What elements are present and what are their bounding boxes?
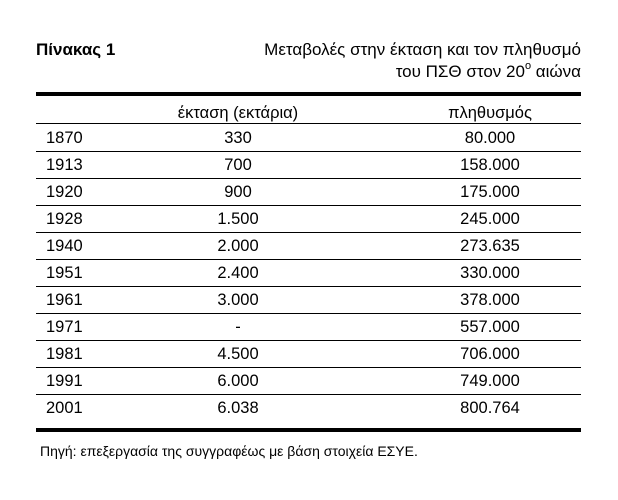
table-row — [36, 153, 581, 178]
table-bottom-rule — [36, 428, 581, 432]
population-cell: 378.000 — [460, 291, 520, 309]
area-cell: 4.500 — [217, 345, 259, 363]
row-divider — [36, 367, 581, 368]
year-cell: 1991 — [46, 372, 83, 390]
table-title-block — [36, 39, 581, 91]
column-header-population: πληθυσμός — [448, 104, 532, 122]
column-header-area: έκταση (εκτάρια) — [177, 104, 299, 122]
table-row — [36, 369, 581, 394]
table-top-rule — [36, 92, 581, 96]
table-row — [36, 396, 581, 421]
area-cell: 700 — [224, 156, 252, 174]
area-cell: 330 — [224, 129, 252, 147]
table-row — [36, 261, 581, 286]
year-cell: 1928 — [46, 210, 83, 228]
population-cell: 800.764 — [460, 399, 520, 417]
row-divider — [36, 178, 581, 179]
table-caption-line-2-end: αιώνα — [531, 62, 581, 81]
year-cell: 2001 — [46, 399, 83, 417]
table-row — [36, 288, 581, 313]
table-caption-superscript: ο — [524, 60, 532, 73]
year-cell: 1920 — [46, 183, 83, 201]
population-cell: 158.000 — [460, 156, 520, 174]
area-cell: 1.500 — [217, 210, 259, 228]
year-cell: 1940 — [46, 237, 83, 255]
population-cell: 273.635 — [460, 237, 520, 255]
table-caption — [264, 39, 581, 83]
table-caption-line-2-main: του ΠΣΘ στον 20 — [395, 62, 525, 81]
area-cell: - — [235, 318, 241, 336]
area-cell: 2.400 — [217, 264, 259, 282]
area-cell: 6.038 — [217, 399, 259, 417]
area-cell: 900 — [224, 183, 252, 201]
table-row — [36, 342, 581, 367]
source-note: Πηγή: επεξεργασία της συγγραφέως με βάση στοιχεία ΕΣΥΕ. — [40, 443, 418, 459]
table-label: Πίνακας 1 — [36, 40, 116, 59]
row-divider — [36, 151, 581, 152]
row-divider — [36, 205, 581, 206]
row-divider — [36, 313, 581, 314]
year-cell: 1981 — [46, 345, 83, 363]
population-cell: 245.000 — [460, 210, 520, 228]
area-cell: 2.000 — [217, 237, 259, 255]
year-cell: 1951 — [46, 264, 83, 282]
table-row — [36, 315, 581, 340]
row-divider — [36, 259, 581, 260]
row-divider — [36, 394, 581, 395]
area-cell: 6.000 — [217, 372, 259, 390]
population-cell: 706.000 — [460, 345, 520, 363]
population-cell: 557.000 — [460, 318, 520, 336]
year-cell: 1870 — [46, 129, 83, 147]
area-cell: 3.000 — [217, 291, 259, 309]
row-divider — [36, 286, 581, 287]
table-caption-line-2 — [264, 61, 581, 83]
table-row — [36, 180, 581, 205]
year-cell: 1971 — [46, 318, 83, 336]
population-cell: 175.000 — [460, 183, 520, 201]
row-divider — [36, 340, 581, 341]
population-cell: 749.000 — [460, 372, 520, 390]
year-cell: 1913 — [46, 156, 83, 174]
population-cell: 330.000 — [460, 264, 520, 282]
year-cell: 1961 — [46, 291, 83, 309]
population-cell: 80.000 — [464, 129, 516, 147]
table-row — [36, 126, 581, 151]
table-caption-line-1: Μεταβολές στην έκταση και τον πληθυσμό — [264, 40, 581, 59]
table-row — [36, 207, 581, 232]
header-rule — [36, 123, 581, 124]
table-row — [36, 234, 581, 259]
row-divider — [36, 232, 581, 233]
